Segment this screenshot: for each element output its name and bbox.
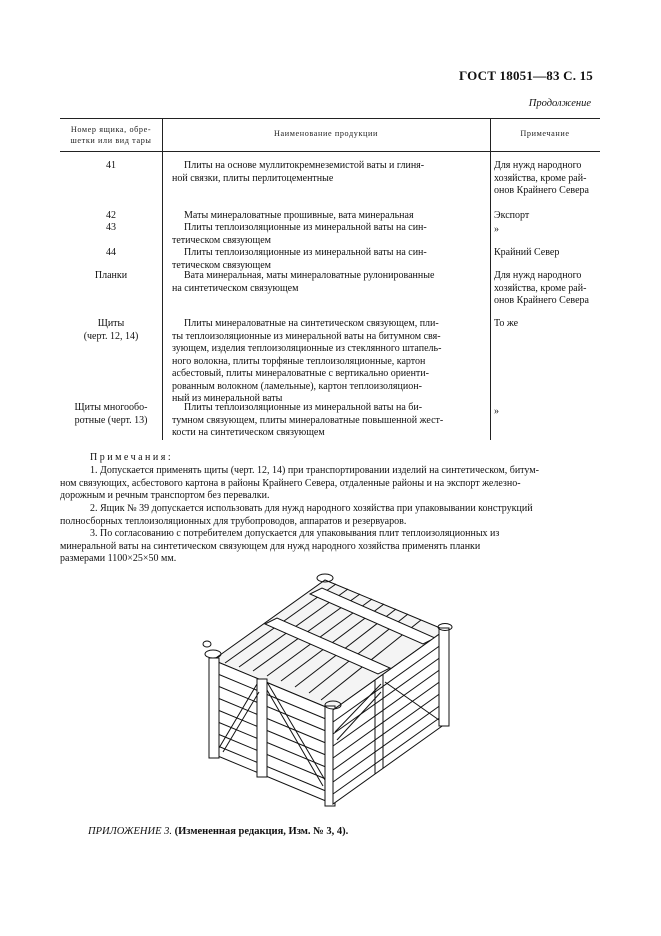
- row-number: 41: [106, 160, 116, 171]
- row-note: [494, 160, 600, 198]
- note-line: онов Крайнего Севера: [494, 295, 589, 306]
- product-line: тетическом связующем: [172, 234, 271, 246]
- appendix-footer: [88, 826, 348, 837]
- amendment-note: (Измененная редакция, Изм. № 3, 4).: [174, 826, 349, 837]
- product-line: Плиты теплоизоляционные из минеральной ваты на син-: [184, 222, 427, 233]
- row-number: 43: [106, 222, 116, 233]
- product-line: Плиты на основе муллитокремнеземистой ваты и глиня-: [184, 160, 425, 171]
- note-text-line: размерами 1100×25×50 мм.: [60, 553, 177, 564]
- note-text-line: дорожным и речным транспортом без перевалки.: [60, 490, 270, 501]
- row-number: 44: [106, 247, 116, 258]
- row-number: 42: [106, 210, 116, 221]
- row-number: [60, 318, 162, 343]
- row-product: [172, 247, 489, 272]
- note-paragraph-2: [60, 503, 600, 528]
- number-line: (черт. 12, 14): [83, 330, 139, 342]
- row-number: Планки: [94, 270, 128, 281]
- row-product: [172, 402, 489, 440]
- row-product: Маты минераловатные прошивные, вата минеральная: [184, 210, 414, 221]
- note-paragraph-3: [60, 528, 600, 566]
- number-line: Щиты: [97, 318, 125, 329]
- crate-illustration: [195, 572, 465, 810]
- crate-drawing: [203, 574, 452, 806]
- column-header-note: Примечание: [520, 129, 570, 138]
- product-line: ный из минеральной ваты: [172, 393, 283, 404]
- product-line: Плиты теплоизоляционные из минеральной ваты на син-: [184, 247, 427, 258]
- page-header-title: ГОСТ 18051—83 С. 15: [459, 68, 593, 83]
- product-line: кости на синтетическом связующем: [172, 427, 325, 438]
- product-line: тетическом связующем: [172, 259, 271, 271]
- column-header-number-line: Номер ящика, обре-: [70, 125, 152, 134]
- note-line: Для нужд народного: [494, 160, 582, 171]
- row-note: Экспорт: [494, 210, 530, 221]
- continuation-label: Продолжение: [528, 98, 591, 109]
- row-product: [172, 160, 489, 185]
- note-text-line: минеральной ваты на синтетическом связующем для нужд народного хозяйства применять планки: [60, 540, 481, 552]
- note-line: Для нужд народного: [494, 270, 582, 281]
- table-divider-2: [490, 118, 491, 440]
- row-number: [60, 402, 162, 427]
- row-note: [494, 270, 600, 308]
- note-text-line: 2. Ящик № 39 допускается использовать для нужд народного хозяйства при упаковывании конструкций: [90, 503, 533, 514]
- product-line: тумном связующем, плиты минераловатные повышенной жест-: [172, 414, 444, 426]
- row-note: »: [494, 406, 499, 417]
- table-top-rule: [60, 118, 600, 119]
- table-header-rule: [60, 151, 600, 152]
- product-line: Плиты минераловатные на синтетическом связующем, пли-: [184, 318, 439, 329]
- appendix-label: ПРИЛОЖЕНИЕ 3.: [88, 826, 172, 837]
- note-text-line: 1. Допускается применять щиты (черт. 12, 14) при транспортировании изделий на синтетическом, битум-: [90, 465, 539, 476]
- notes-heading: Примечания:: [90, 452, 174, 463]
- product-line: зующем, изделия теплоизоляционные из стеклянного штапель-: [172, 343, 442, 354]
- column-header-number: [60, 124, 162, 146]
- note-text-line: ном связующих, асбестового картона в районы Крайнего Севера, отдаленные районы и на экспорт железно-: [60, 477, 521, 489]
- product-line: асбестовый, плиты минераловатные с вертикально ориенти-: [172, 368, 429, 379]
- row-product: [172, 222, 489, 247]
- product-line: на синтетическом связующем: [172, 282, 299, 294]
- column-header-product: Наименование продукции: [274, 129, 378, 138]
- table-divider-1: [162, 118, 163, 440]
- product-line: ты теплоизоляционные из минеральной ваты на битумном свя-: [172, 330, 441, 342]
- product-line: ной связки, плиты перлитоцементные: [172, 172, 334, 184]
- row-note: Крайний Север: [494, 247, 560, 258]
- product-table: [60, 118, 600, 440]
- product-line: ного волокна, плиты торфяные теплоизоляционные, картон: [172, 355, 426, 367]
- row-note: То же: [494, 318, 519, 329]
- note-line: онов Крайнего Севера: [494, 185, 589, 196]
- note-line: хозяйства, кроме рай-: [494, 282, 587, 294]
- note-text-line: полносборных теплоизоляционных для трубопроводов, аппаратов и резервуаров.: [60, 515, 407, 527]
- product-line: Плиты теплоизоляционные из минеральной ваты на би-: [184, 402, 423, 413]
- number-line: ротные (черт. 13): [74, 414, 148, 426]
- row-product: [172, 318, 489, 406]
- column-header-number-line: шетки или вид тары: [70, 136, 152, 145]
- product-line: рованным волокном (ламельные), картон теплоизоляцион-: [172, 380, 422, 392]
- note-line: хозяйства, кроме рай-: [494, 172, 587, 184]
- row-product: [172, 270, 489, 295]
- note-text-line: 3. По согласованию с потребителем допускается для упаковывания плит теплоизоляционных из: [90, 528, 500, 539]
- row-note: »: [494, 224, 499, 235]
- note-paragraph-1: [60, 465, 600, 503]
- product-line: Вата минеральная, маты минераловатные рулонированные: [184, 270, 435, 281]
- number-line: Щиты многообо-: [74, 402, 148, 413]
